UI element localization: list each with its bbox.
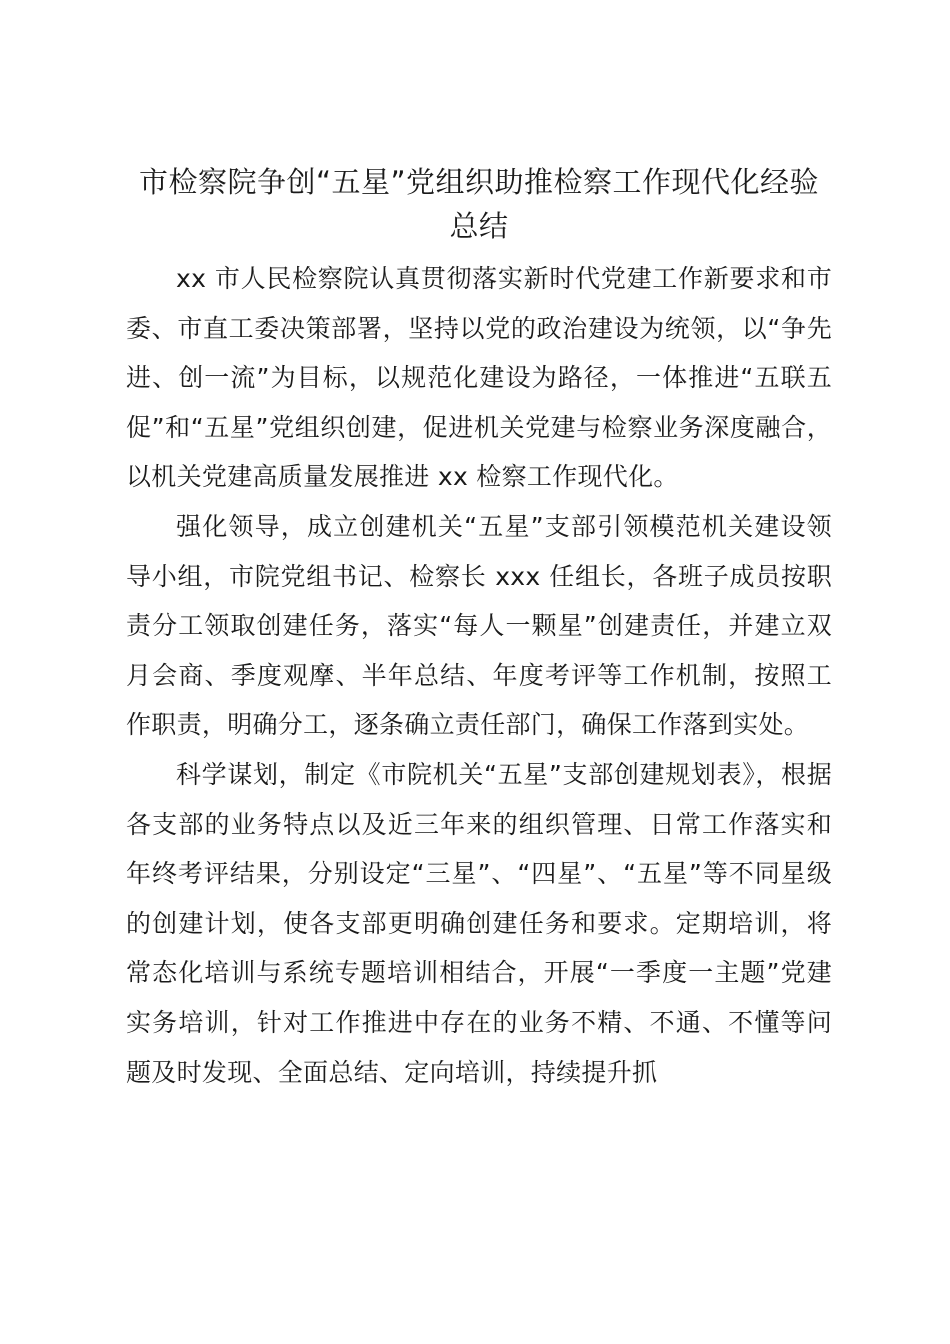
document-title: [126, 160, 832, 248]
paragraph: 科学谋划，制定《市院机关“五星”支部创建规划表》，根据各支部的业务特点以及近三年来的组织管理、日常工作落实和年终考评结果，分别设定“三星”、“四星”、“五星”等不同星级的创建计划，使各支部更明确创建任务和要求。定期培训，将常态化培训与系统专题培训相结合，开展“一季度一主题”党建实务培训，针对工作推进中存在的业务不精、不通、不懂等问题及时发现、全面总结、定向培训，持续提升抓: [126, 759, 832, 1087]
document-title-line2: 总结: [449, 209, 509, 243]
paragraph: xx 市人民检察院认真贯彻落实新时代党建工作新要求和市委、市直工委决策部署，坚持以党的政治建设为统领，以“争先进、创一流”为目标，以规范化建设为路径，一体推进“五联五促”和“五星”党组织创建，促进机关党建与检察业务深度融合，以机关党建高质量发展推进 xx 检察工作现代化。: [126, 264, 832, 492]
paragraph: 强化领导，成立创建机关“五星”支部引领模范机关建设领导小组，市院党组书记、检察长 xxx 任组长，各班子成员按职责分工领取创建任务，落实“每人一颗星”创建责任，并建立双月会商、季度观摩、半年总结、年度考评等工作机制，按照工作职责，明确分工，逐条确立责任部门，确保工作落到实处。: [126, 511, 832, 740]
document-title-line1: 市检察院争创“五星”党组织助推检察工作现代化经验: [138, 165, 820, 199]
document-body: [126, 254, 832, 1097]
